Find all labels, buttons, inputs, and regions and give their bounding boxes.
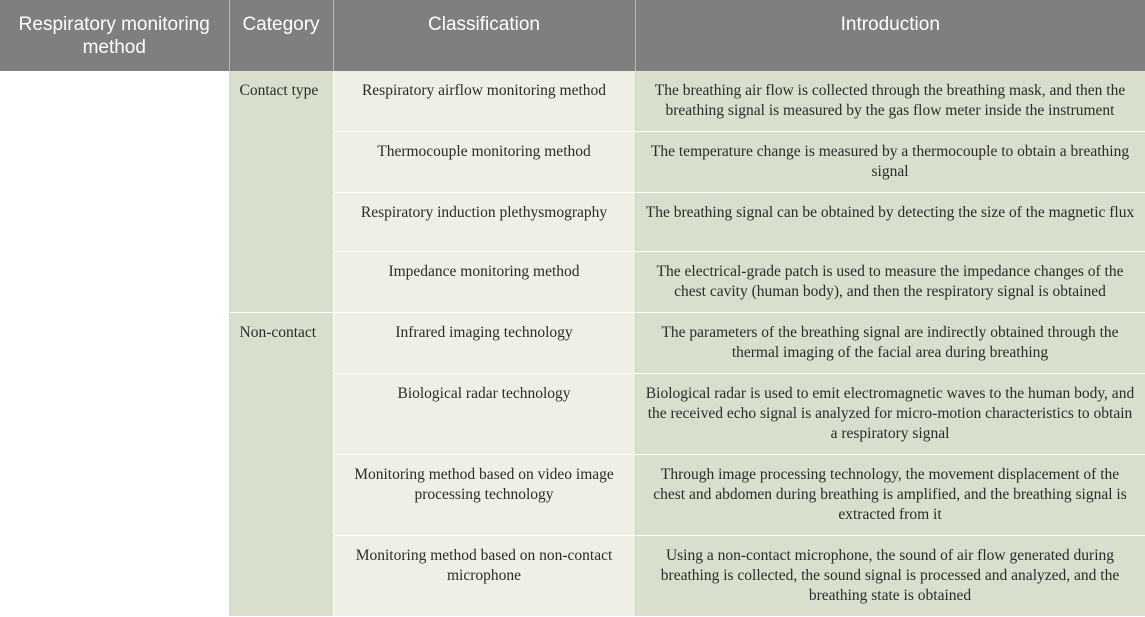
header-classification: Classification (333, 0, 635, 71)
header-category: Category (229, 0, 333, 71)
classification-cell: Impedance monitoring method (333, 252, 635, 313)
introduction-cell: Through image processing technology, the movement displacement of the chest and abdomen during breathing is amplified, and the breathing signal is extracted from it (635, 455, 1145, 536)
classification-cell: Respiratory induction plethysmography (333, 193, 635, 252)
method-cell (0, 71, 229, 616)
introduction-cell: Biological radar is used to emit electromagnetic waves to the human body, and the received echo signal is analyzed for micro-motion characteristics to obtain a respiratory signal (635, 374, 1145, 455)
introduction-cell: The breathing air flow is collected through the breathing mask, and then the breathing signal is measured by the gas flow meter inside the instrument (635, 71, 1145, 132)
introduction-cell: Using a non-contact microphone, the sound of air flow generated during breathing is collected, the sound signal is processed and analyzed, and the breathing state is obtained (635, 536, 1145, 617)
classification-cell: Biological radar technology (333, 374, 635, 455)
introduction-cell: The temperature change is measured by a thermocouple to obtain a breathing signal (635, 132, 1145, 193)
category-cell: Non-contact (229, 313, 333, 617)
classification-cell: Monitoring method based on video image processing technology (333, 455, 635, 536)
header-method: Respiratory monitoring method (0, 0, 229, 71)
introduction-cell: The breathing signal can be obtained by detecting the size of the magnetic flux (635, 193, 1145, 252)
classification-cell: Monitoring method based on non-contact microphone (333, 536, 635, 617)
classification-cell: Infrared imaging technology (333, 313, 635, 374)
header-introduction: Introduction (635, 0, 1145, 71)
table-row (0, 71, 1145, 132)
category-cell: Contact type (229, 71, 333, 313)
introduction-cell: The electrical-grade patch is used to measure the impedance changes of the chest cavity (human body), and then the respiratory signal is obtained (635, 252, 1145, 313)
introduction-cell: The parameters of the breathing signal are indirectly obtained through the thermal imaging of the facial area during breathing (635, 313, 1145, 374)
classification-cell: Respiratory airflow monitoring method (333, 71, 635, 132)
classification-cell: Thermocouple monitoring method (333, 132, 635, 193)
header-row (0, 0, 1145, 71)
